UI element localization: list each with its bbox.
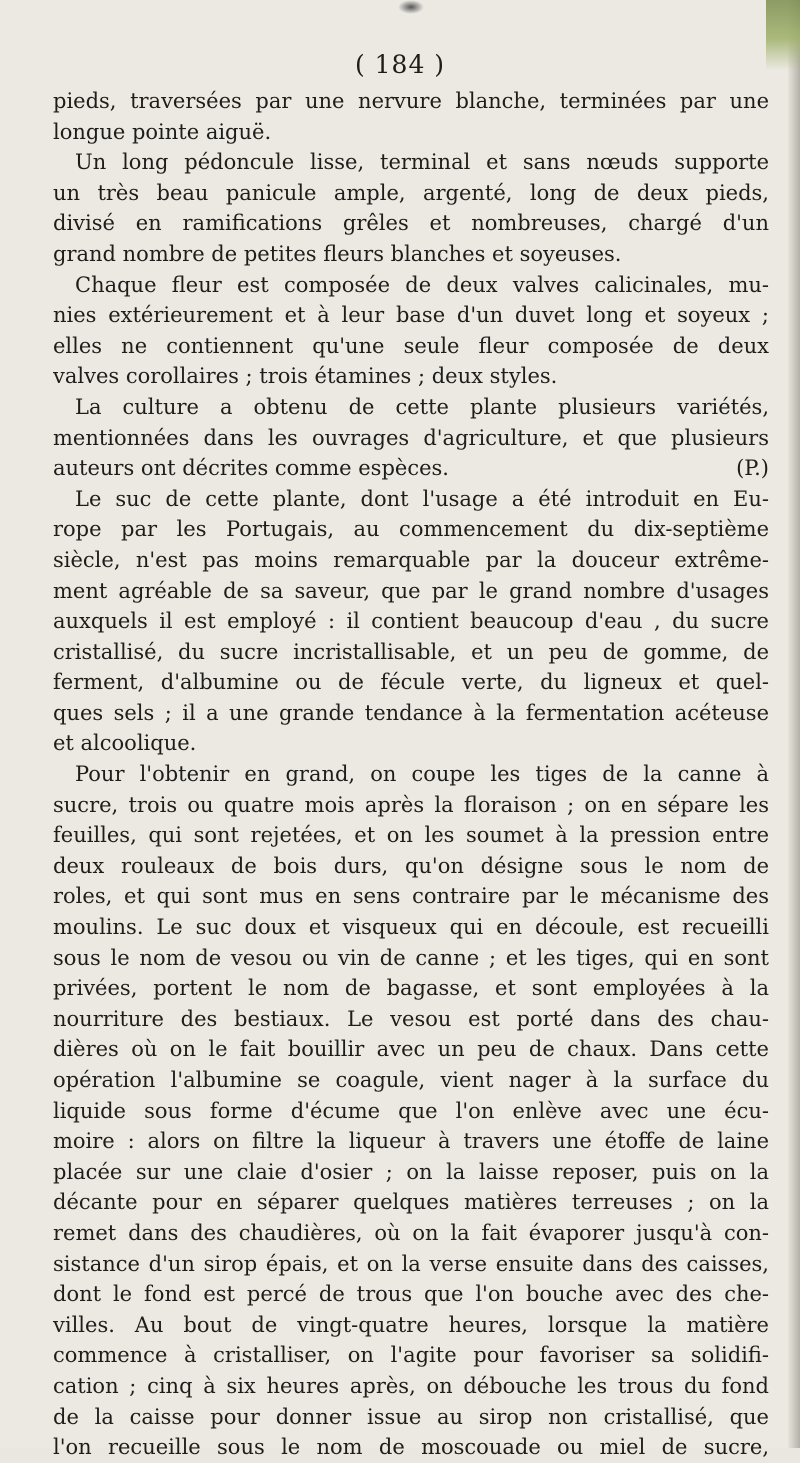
text-line [53,300,769,331]
text-line-content: un très beau panicule ample, argenté, long de deux pieds, [53,180,769,205]
text-line-content: siècle, n'est pas moins remarquable par la douceur extrême- [53,547,769,572]
text-line [53,1187,769,1218]
text-line-content: dont le fond est percé de trous que l'on bouche avec des che- [53,1282,769,1307]
text-line [53,1340,769,1371]
text-line-content: remet dans des chaudières, où on la fait évaporer jusqu'à con- [53,1220,769,1245]
text-line-content: deux rouleaux de bois durs, qu'on désigne sous le nom de [53,853,769,878]
text-line-content: La culture a obtenu de cette plante plusieurs variétés, [75,394,769,419]
text-line-content: placée sur une claie d'osier ; on la laisse reposer, puis on la [53,1159,769,1184]
text-line-content: rope par les Portugais, au commencement du dix-septième [53,517,769,542]
text-line-content: de la caisse pour donner issue au sirop non cristallisé, que [53,1404,769,1429]
text-line-content: cation ; cinq à six heures après, on débouche les trous du fond [53,1373,769,1398]
text-line-content: nies extérieurement et à leur base d'un duvet long et soyeux ; [53,303,769,328]
text-line [53,1157,769,1188]
text-line-content: Un long pédoncule lisse, terminal et sans nœuds supporte [75,150,769,175]
text-line-content: liquide sous forme d'écume que l'on enlève avec une écu- [53,1098,769,1123]
text-line [53,1096,769,1127]
author-initial: (P.) [736,456,769,481]
text-line-content: opération l'albumine se coagule, vient nager à la surface du [53,1068,769,1092]
text-line [53,86,769,117]
text-line-content: Le suc de cette plante, dont l'usage a été introduit en Eu- [75,486,769,511]
text-line-content: moulins. Le suc doux et visqueux qui en découle, est recueilli [53,915,769,940]
text-line-content: divisé en ramifications grêles et nombreuses, chargé d'un [53,211,769,236]
text-line-content: longue pointe aiguë. [53,119,272,144]
text-line-content: ment agréable de sa saveur, que par le grand nombre d'usages [53,578,769,603]
text-line [53,790,769,821]
text-line [53,545,769,576]
text-line [53,331,769,362]
text-line-content: décante pour en séparer quelques matières terreuses ; on la [53,1190,769,1215]
text-line [53,881,769,912]
text-line [53,392,769,423]
text-line [53,484,769,515]
text-line-content: sistance d'un sirop épais, et on la verse ensuite dans des caisses, [53,1251,769,1276]
text-line-content: moire : alors on filtre la liqueur à travers une étoffe de laine [53,1129,769,1154]
text-line [53,1126,769,1157]
text-line-content: villes. Au bout de vingt-quatre heures, lorsque la matière [53,1312,769,1337]
text-line [53,208,769,239]
text-line [53,943,769,974]
text-line [53,759,769,790]
text-line [53,1279,769,1310]
text-line [53,1249,769,1280]
text-line [53,698,769,729]
text-line-content: pieds, traversées par une nervure blanche, terminées par une [53,89,769,113]
text-line [53,1371,769,1402]
text-line [53,1432,769,1463]
text-line-content: l'on recueille sous le nom de moscouade ou miel de sucre, [53,1435,769,1460]
text-line-content: roles, et qui sont mus en sens contraire par le mécanisme des [53,884,769,909]
body-text [53,86,769,1463]
text-line [53,178,769,209]
text-line-content: auxquels il est employé : il contient beaucoup d'eau , du sucre [53,609,769,634]
text-line-content: commence à cristalliser, on l'agite pour favoriser sa solidifi- [53,1343,769,1368]
text-line [53,270,769,301]
text-line-content: elles ne contiennent qu'une seule fleur composée de deux [53,333,769,358]
text-line [53,851,769,882]
text-line [53,1065,769,1096]
text-line [53,728,769,759]
text-line [53,1310,769,1341]
text-line-content: Pour l'obtenir en grand, on coupe les tiges de la canne à [75,762,769,787]
page-number: ( 184 ) [354,50,446,79]
text-line-content: et alcoolique. [53,731,197,756]
text-line-content: sous le nom de vesou ou vin de canne ; et les tiges, qui en sont [53,945,769,970]
text-line [53,361,769,392]
text-line [53,1034,769,1065]
text-line-content: feuilles, qui sont rejetées, et on les soumet à la pression entre [53,823,769,848]
text-line [53,1402,769,1433]
text-line [53,667,769,698]
text-line-content: ferment, d'albumine ou de fécule verte, du ligneux et quel- [53,670,769,695]
text-line [53,820,769,851]
text-line [53,1004,769,1035]
text-line [53,239,769,270]
text-line [53,1218,769,1249]
text-line [53,576,769,607]
text-line-content: sucre, trois ou quatre mois après la floraison ; on en sépare les [53,792,769,817]
text-line [53,117,769,148]
text-line [53,423,769,454]
text-line-content: grand nombre de petites fleurs blanches et soyeuses. [53,241,622,266]
text-line-content: Chaque fleur est composée de deux valves calicinales, mu- [75,272,769,297]
page-edge-shadow [788,0,800,1448]
text-line-content: cristallisé, du sucre incristallisable, et un peu de gomme, de [53,639,769,664]
text-line-content: mentionnées dans les ouvrages d'agriculture, et que plusieurs [53,425,769,450]
text-line-content: auteurs ont décrites comme espèces. [53,456,449,481]
text-line-content: nourriture des bestiaux. Le vesou est porté dans des chau- [53,1006,769,1031]
text-line-content: dières où on le fait bouillir avec un peu de chaux. Dans cette [53,1037,769,1062]
text-line-content: valves corollaires ; trois étamines ; deux styles. [53,364,558,389]
ink-smudge [398,0,424,14]
text-line-content: ques sels ; il a une grande tendance à la fermentation acéteuse [53,700,769,725]
text-line [53,973,769,1004]
text-line [53,514,769,545]
text-line [53,637,769,668]
text-line [53,147,769,178]
text-line [53,912,769,943]
text-line [53,453,769,484]
text-line [53,606,769,637]
text-line-content: privées, portent le nom de bagasse, et sont employées à la [53,976,769,1001]
